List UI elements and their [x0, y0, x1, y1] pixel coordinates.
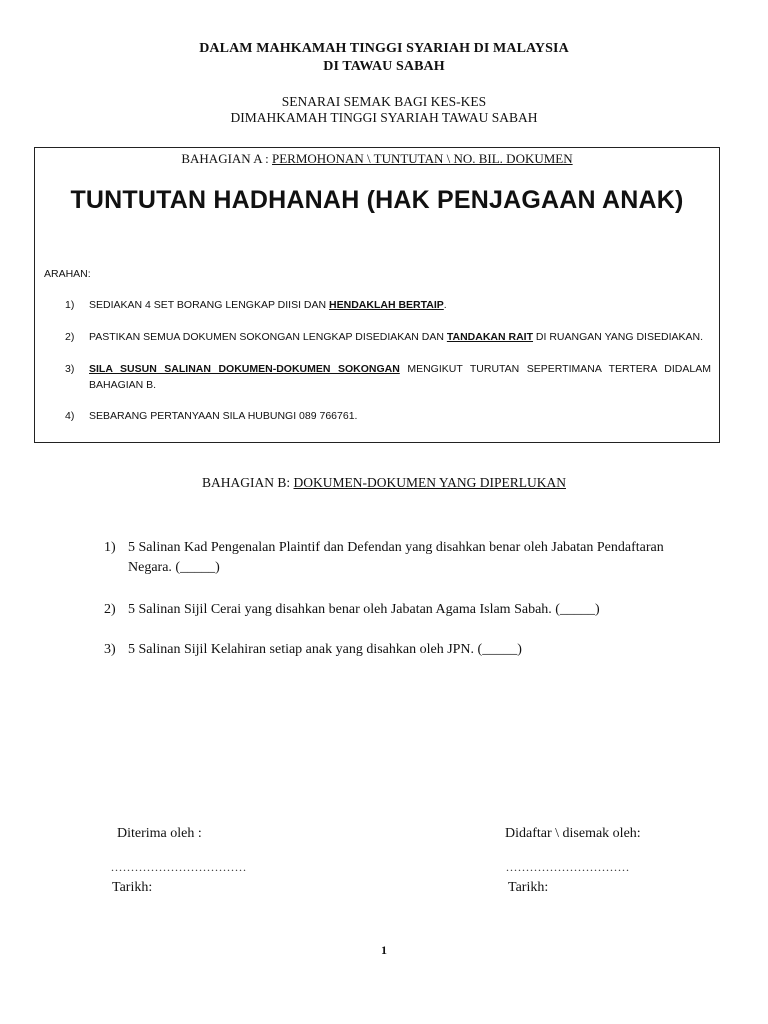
instruction-item — [65, 297, 711, 313]
document-number: 2) — [104, 602, 116, 617]
document-text: 5 Salinan Sijil Cerai yang disahkan benar oleh Jabatan Agama Islam Sabah. (_____) — [128, 602, 600, 617]
instruction-number: 3) — [65, 363, 75, 375]
document-item — [104, 538, 664, 578]
instruction-number: 2) — [65, 331, 75, 343]
court-title-line1: DALAM MAHKAMAH TINGGI SYARIAH DI MALAYSIA — [199, 41, 569, 56]
date-label-right: Tarikh: — [508, 880, 549, 895]
section-a-box — [34, 147, 720, 443]
registered-by-label: Didaftar \ disemak oleh: — [505, 826, 641, 841]
document-number: 1) — [104, 540, 116, 555]
instruction-text-end: MENGIKUT TURUTAN SEPERTIMANA TERTERA DIDALAM BAHAGIAN B. — [89, 363, 711, 391]
instruction-item — [65, 361, 711, 393]
section-b-heading — [0, 475, 768, 491]
date-label-left: Tarikh: — [112, 880, 153, 895]
checklist-subtitle-line1: SENARAI SEMAK BAGI KES-KES — [281, 94, 487, 109]
instruction-text: SEBARANG PERTANYAAN SILA HUBUNGI 089 766761. — [89, 410, 358, 422]
document-item — [104, 640, 664, 660]
instruction-text-end: . — [443, 299, 447, 311]
section-a-label-underlined: PERMOHONAN \ TUNTUTAN \ NO. BIL. DOKUMEN — [272, 151, 573, 166]
document-item — [104, 600, 664, 620]
claim-title: TUNTUTAN HADHANAH (HAK PENJAGAAN ANAK) — [70, 186, 684, 214]
court-title-line2: DI TAWAU SABAH — [323, 59, 445, 74]
instruction-text: SEDIAKAN 4 SET BORANG LENGKAP DIISI DAN — [89, 299, 330, 311]
instruction-emphasis: SILA SUSUN SALINAN DOKUMEN-DOKUMEN SOKONGAN — [89, 363, 400, 375]
received-by-label: Diterima oleh : — [117, 826, 202, 841]
instruction-number: 4) — [65, 410, 75, 422]
section-b-label: BAHAGIAN B: — [201, 475, 294, 490]
instruction-item — [65, 408, 711, 424]
instruction-text: PASTIKAN SEMUA DOKUMEN SOKONGAN LENGKAP DISEDIAKAN DAN — [89, 331, 447, 343]
checklist-subtitle-line2: DIMAHKAMAH TINGGI SYARIAH TAWAU SABAH — [230, 110, 538, 125]
page-number: 1 — [381, 943, 387, 957]
document-number: 3) — [104, 642, 116, 657]
signature-line-left: .................................. — [111, 860, 247, 874]
section-a-label: BAHAGIAN A : — [181, 151, 273, 166]
instruction-emphasis: HENDAKLAH BERTAIP — [329, 299, 444, 311]
instruction-text-end: DI RUANGAN YANG DISEDIAKAN. — [533, 331, 703, 343]
document-text: 5 Salinan Kad Pengenalan Plaintif dan Defendan yang disahkan benar oleh Jabatan Pendaftaran Negara. (_____) — [128, 540, 664, 575]
section-a-heading — [35, 151, 719, 167]
document-text: 5 Salinan Sijil Kelahiran setiap anak yang disahkan oleh JPN. (_____) — [128, 642, 522, 657]
signature-line-right: ............................... — [506, 860, 630, 874]
instruction-number: 1) — [65, 299, 75, 311]
section-b-label-underlined: DOKUMEN-DOKUMEN YANG DIPERLUKAN — [293, 475, 566, 490]
instruction-item — [65, 329, 711, 345]
arahan-label: ARAHAN: — [44, 268, 91, 280]
instruction-emphasis: TANDAKAN RAIT — [446, 331, 534, 343]
